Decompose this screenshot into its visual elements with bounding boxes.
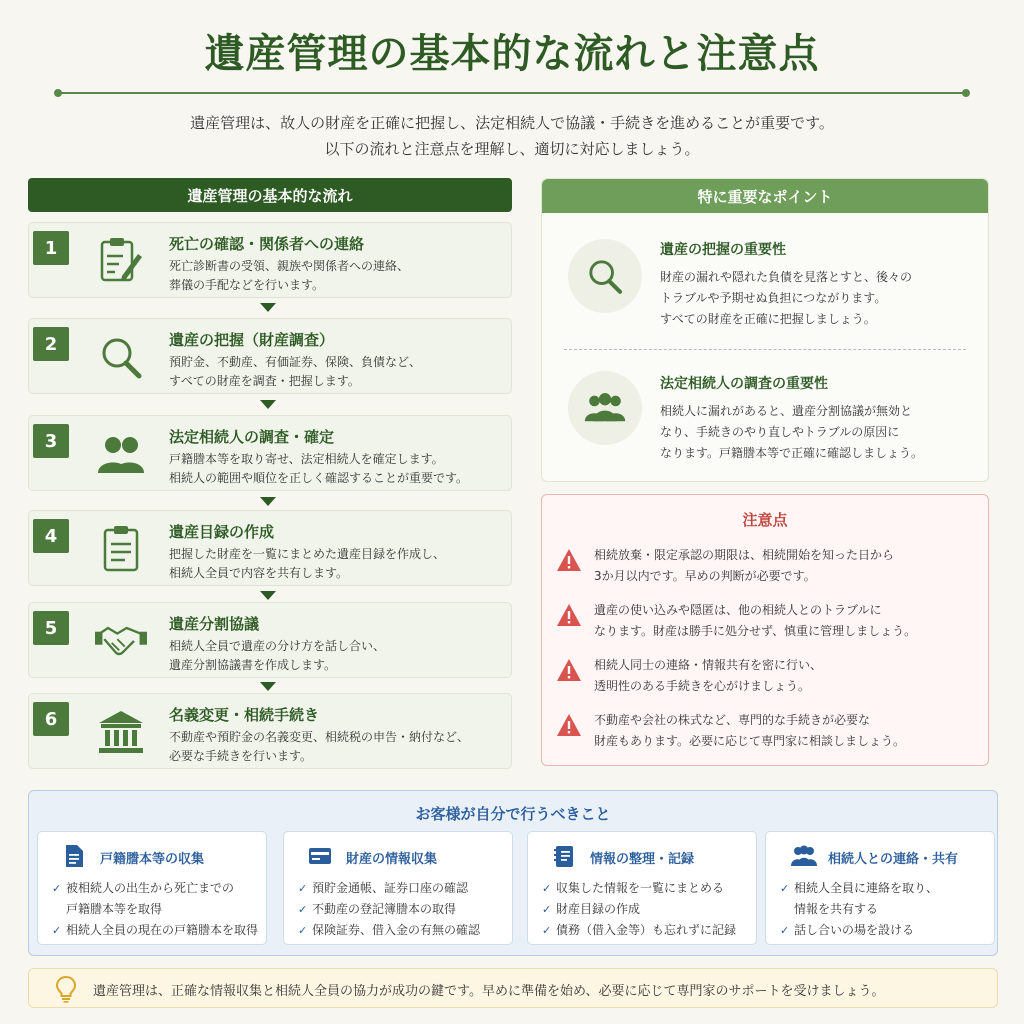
warning-icon — [556, 658, 582, 682]
bankbook-icon — [308, 844, 332, 868]
task-list — [542, 878, 754, 941]
task-item: ✓ 保険証券、借入金の有無の確認 — [298, 920, 510, 941]
task-list — [52, 878, 264, 941]
bank-icon — [95, 706, 147, 758]
customer-tasks-panel — [28, 790, 998, 956]
clipboard-list-icon — [95, 523, 147, 575]
flow-step-4 — [28, 510, 512, 586]
task-card-asset-info — [283, 831, 513, 945]
points-divider — [564, 349, 966, 350]
task-card-title: 相続人との連絡・共有 — [828, 852, 959, 867]
flow-step-3 — [28, 415, 512, 491]
task-item: ✓ 被相続人の出生から死亡までの — [52, 878, 264, 899]
people-icon — [568, 371, 642, 445]
flow-arrow — [260, 400, 276, 409]
people-icon — [95, 428, 147, 480]
caution-text: 相続放棄・限定承認の期限は、相続開始を知った日から 3か月以内です。早めの判断が必要です。 — [594, 548, 895, 583]
step-number: 1 — [33, 231, 69, 265]
flow-arrow — [260, 682, 276, 691]
step-number: 6 — [33, 702, 69, 736]
step-description: 把握した財産を一覧にまとめた遺産目録を作成し、 相続人全員で内容を共有します。 — [169, 547, 446, 580]
step-title: 遺産の把握（財産調査） — [169, 331, 335, 349]
flow-arrow — [260, 303, 276, 312]
step-number: 3 — [33, 424, 69, 458]
magnifier-icon — [95, 331, 147, 383]
intro-text — [0, 110, 1024, 162]
flow-arrow — [260, 591, 276, 600]
step-description: 不動産や預貯金の名義変更、相続税の申告・納付など、 必要な手続きを行います。 — [169, 730, 470, 763]
task-item: ✓ 話し合いの場を設ける — [780, 920, 992, 941]
step-description: 相続人全員で遺産の分け方を話し合い、 遺産分割協議書を作成します。 — [169, 639, 386, 672]
step-title: 名義変更・相続手続き — [169, 706, 320, 724]
step-title: 法定相続人の調査・確定 — [169, 428, 335, 446]
points-header: 特に重要なポイント — [542, 179, 988, 213]
flow-step-5 — [28, 602, 512, 678]
warning-icon — [556, 713, 582, 737]
flow-arrow — [260, 497, 276, 506]
task-item: ✓ 債務（借入金等）も忘れずに記録 — [542, 920, 754, 941]
task-card-heir-contact — [765, 831, 995, 945]
step-number: 2 — [33, 327, 69, 361]
task-list — [780, 878, 992, 941]
step-description: 戸籍謄本等を取り寄せ、法定相続人を確定します。 相続人の範囲や順位を正しく確認することが重要です。 — [169, 452, 469, 485]
title-divider — [58, 92, 966, 94]
important-points-panel — [541, 178, 989, 482]
clipboard-pen-icon — [95, 235, 147, 287]
caution-text: 不動産や会社の株式など、専門的な手続きが必要な 財産もあります。必要に応じて専門家に相談しましょう。 — [594, 713, 906, 748]
point-description: 財産の漏れや隠れた負債を見落とすと、後々の トラブルや予期せぬ負担につながります。 すべての財産を正確に把握しましょう。 — [660, 270, 913, 326]
warning-icon — [556, 548, 582, 572]
summary-text: 遺産管理は、正確な情報収集と相続人全員の協力が成功の鍵です。早めに準備を始め、必要に応じて専門家のサポートを受けましょう。 — [93, 984, 885, 999]
task-item: ✓ 相続人全員に連絡を取り、 — [780, 878, 992, 899]
task-item: ✓ 不動産の登記簿謄本の取得 — [298, 899, 510, 920]
step-title: 遺産目録の作成 — [169, 523, 275, 541]
flow-step-6 — [28, 693, 512, 769]
handshake-icon — [95, 615, 147, 667]
step-title: 死亡の確認・関係者への連絡 — [169, 235, 365, 253]
flow-step-1 — [28, 222, 512, 298]
step-title: 遺産分割協議 — [169, 615, 260, 633]
task-list — [298, 878, 510, 941]
intro-line-2: 以下の流れと注意点を理解し、適切に対応しましょう。 — [324, 140, 700, 158]
notebook-icon — [552, 844, 576, 868]
task-card-organize-record — [527, 831, 757, 945]
point-title: 法定相続人の調査の重要性 — [660, 376, 828, 392]
lightbulb-icon — [55, 975, 77, 1003]
intro-line-1: 遺産管理は、故人の財産を正確に把握し、法定相続人で協議・手続きを進めることが重要です。 — [190, 114, 834, 132]
task-item: ✓ 収集した情報を一覧にまとめる — [542, 878, 754, 899]
caution-text: 相続人同士の連絡・情報共有を密に行い、 透明性のある手続きを心がけましょう。 — [594, 658, 823, 693]
page-title: 遺産管理の基本的な流れと注意点 — [204, 30, 820, 77]
task-item-continued: 戸籍謄本等を取得 — [66, 902, 163, 916]
point-description: 相続人に漏れがあると、遺産分割協議が無効と なり、手続きのやり直しやトラブルの原因に なります。戸籍謄本等で正確に確認しましょう。 — [660, 404, 924, 460]
task-card-title: 情報の整理・記録 — [590, 852, 695, 867]
warning-icon — [556, 603, 582, 627]
document-icon — [62, 844, 86, 868]
task-card-title: 戸籍謄本等の収集 — [100, 852, 205, 867]
task-item-continued: 情報を共有する — [794, 902, 879, 916]
caution-text: 遺産の使い込みや隠匿は、他の相続人とのトラブルに なります。財産は勝手に処分せず、慎重に管理しましょう。 — [594, 603, 917, 638]
people-icon — [790, 844, 818, 868]
step-description: 死亡診断書の受領、親族や関係者への連絡、 葬儀の手配などを行います。 — [169, 259, 410, 292]
cautions-panel — [541, 494, 989, 766]
cautions-title: 注意点 — [742, 511, 788, 529]
point-title: 遺産の把握の重要性 — [660, 242, 786, 258]
summary-footer — [28, 968, 998, 1008]
flow-header: 遺産管理の基本的な流れ — [28, 178, 512, 212]
customer-tasks-title: お客様が自分で行うべきこと — [415, 805, 611, 823]
task-card-title: 財産の情報収集 — [346, 852, 438, 867]
flow-step-2 — [28, 318, 512, 394]
magnifier-icon — [568, 239, 642, 313]
task-card-family-register — [37, 831, 267, 945]
step-number: 4 — [33, 519, 69, 553]
step-number: 5 — [33, 611, 69, 645]
task-item: ✓ 相続人全員の現在の戸籍謄本を取得 — [52, 920, 264, 941]
task-item: ✓ 財産目録の作成 — [542, 899, 754, 920]
task-item: ✓ 預貯金通帳、証券口座の確認 — [298, 878, 510, 899]
step-description: 預貯金、不動産、有価証券、保険、負債など、 すべての財産を調査・把握します。 — [169, 355, 422, 388]
